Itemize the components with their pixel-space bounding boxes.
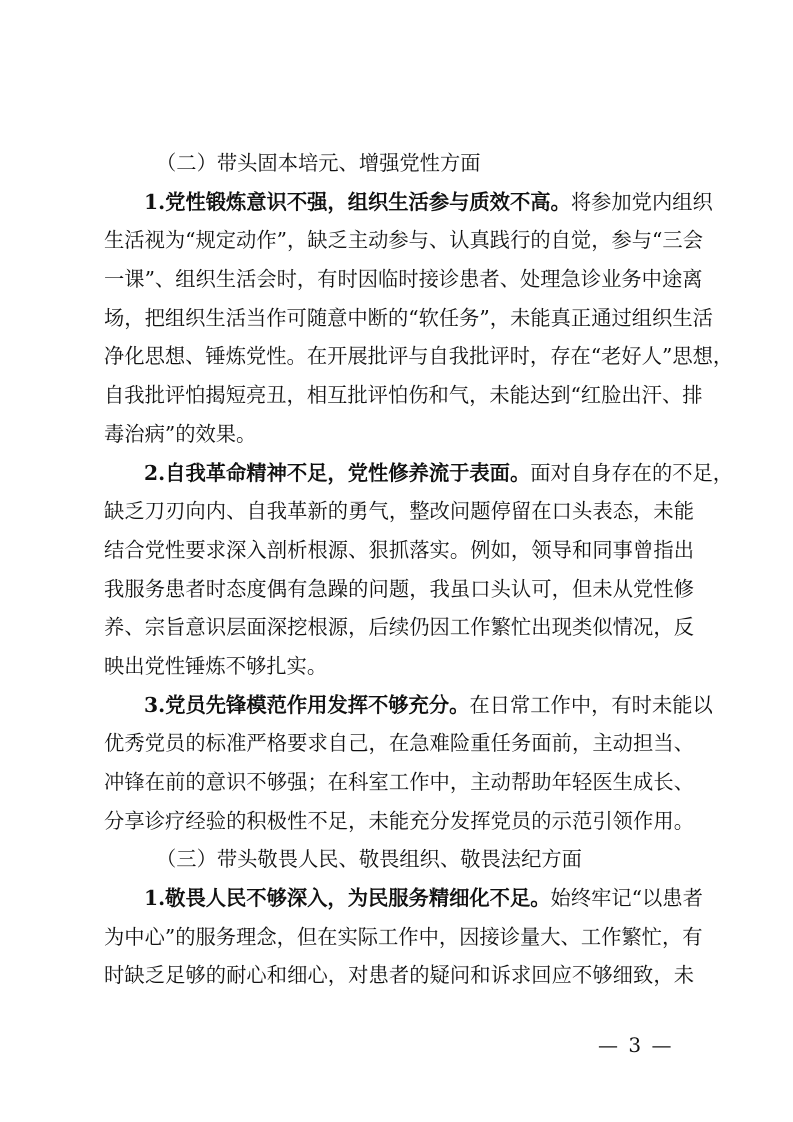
paragraph-line: 自我批评怕揭短亮丑，相互批评怕伤和气，未能达到“红脸出汗、排	[104, 383, 703, 408]
paragraph-line: 分享诊疗经验的积极性不足，未能充分发挥党员的示范引领作用。	[104, 808, 694, 833]
paragraph-text: 将参加党内组织	[570, 189, 713, 214]
paragraph-line: 净化思想、锤炼党性。在开展批评与自我批评时，存在“老好人”思想，	[104, 344, 734, 369]
paragraph-line: 为中心”的服务理念，但在实际工作中，因接诊量大、工作繁忙，有	[104, 924, 703, 949]
paragraph-lead: 1.党性锻炼意识不强，组织生活参与质效不高。	[144, 189, 571, 214]
section-heading-2: （二）带头固本培元、增强党性方面	[156, 151, 481, 175]
paragraph-line: 养、宗旨意识层面深挖根源，后续仍因工作繁忙出现类似情况，反	[104, 615, 694, 640]
section-heading-3: （三）带头敬畏人民、敬畏组织、敬畏法纪方面	[156, 847, 582, 872]
paragraph-line: 一课”、组织生活会时，有时因临时接诊患者、处理急诊业务中途离	[104, 267, 703, 292]
paragraph-text: 始终牢记“以患者	[550, 886, 703, 911]
paragraph-lead: 2.自我革命精神不足，党性修养流于表面。	[144, 460, 531, 485]
paragraph-last-line: 映出党性锤炼不够扎实。	[104, 653, 328, 678]
paragraph-line: 结合党性要求深入剖析根源、狠抓落实。例如，领导和同事曾指出	[104, 537, 694, 562]
paragraph-line: 场，把组织生活当作可随意中断的“软任务”，未能真正通过组织生活	[104, 305, 713, 330]
page-body	[104, 144, 734, 995]
paragraph-last-line: 毒治病”的效果。	[104, 421, 257, 446]
paragraph-line: 时缺乏足够的耐心和细心，对患者的疑问和诉求回应不够细致，未	[104, 963, 694, 988]
page-number: — 3 —	[598, 1033, 674, 1057]
paragraph-line: 冲锋在前的意识不够强；在科室工作中，主动帮助年轻医生成长、	[104, 770, 694, 794]
paragraph-lead: 1.敬畏人民不够深入，为民服务精细化不足。	[144, 886, 551, 911]
paragraph-first-line	[104, 686, 713, 725]
paragraph-line: 我服务患者时态度偶有急躁的问题，我虽口头认可，但未从党性修	[104, 576, 694, 601]
paragraph-first-line	[104, 879, 703, 918]
paragraph-line: 优秀党员的标准严格要求自己，在急难险重任务面前，主动担当、	[104, 731, 694, 756]
paragraph-text: 面对自身存在的不足，	[530, 460, 734, 485]
paragraph-lead: 3.党员先锋模范作用发挥不够充分。	[144, 692, 470, 717]
paragraph-text: 在日常工作中，有时未能以	[469, 692, 713, 717]
paragraph-line: 缺乏刀刃向内、自我革新的勇气，整改问题停留在口头表态，未能	[104, 499, 694, 524]
paragraph-first-line	[104, 454, 734, 493]
paragraph-line: 生活视为“规定动作”，缺乏主动参与、认真践行的自觉，参与“三会	[104, 228, 703, 253]
paragraph-first-line	[104, 183, 713, 222]
